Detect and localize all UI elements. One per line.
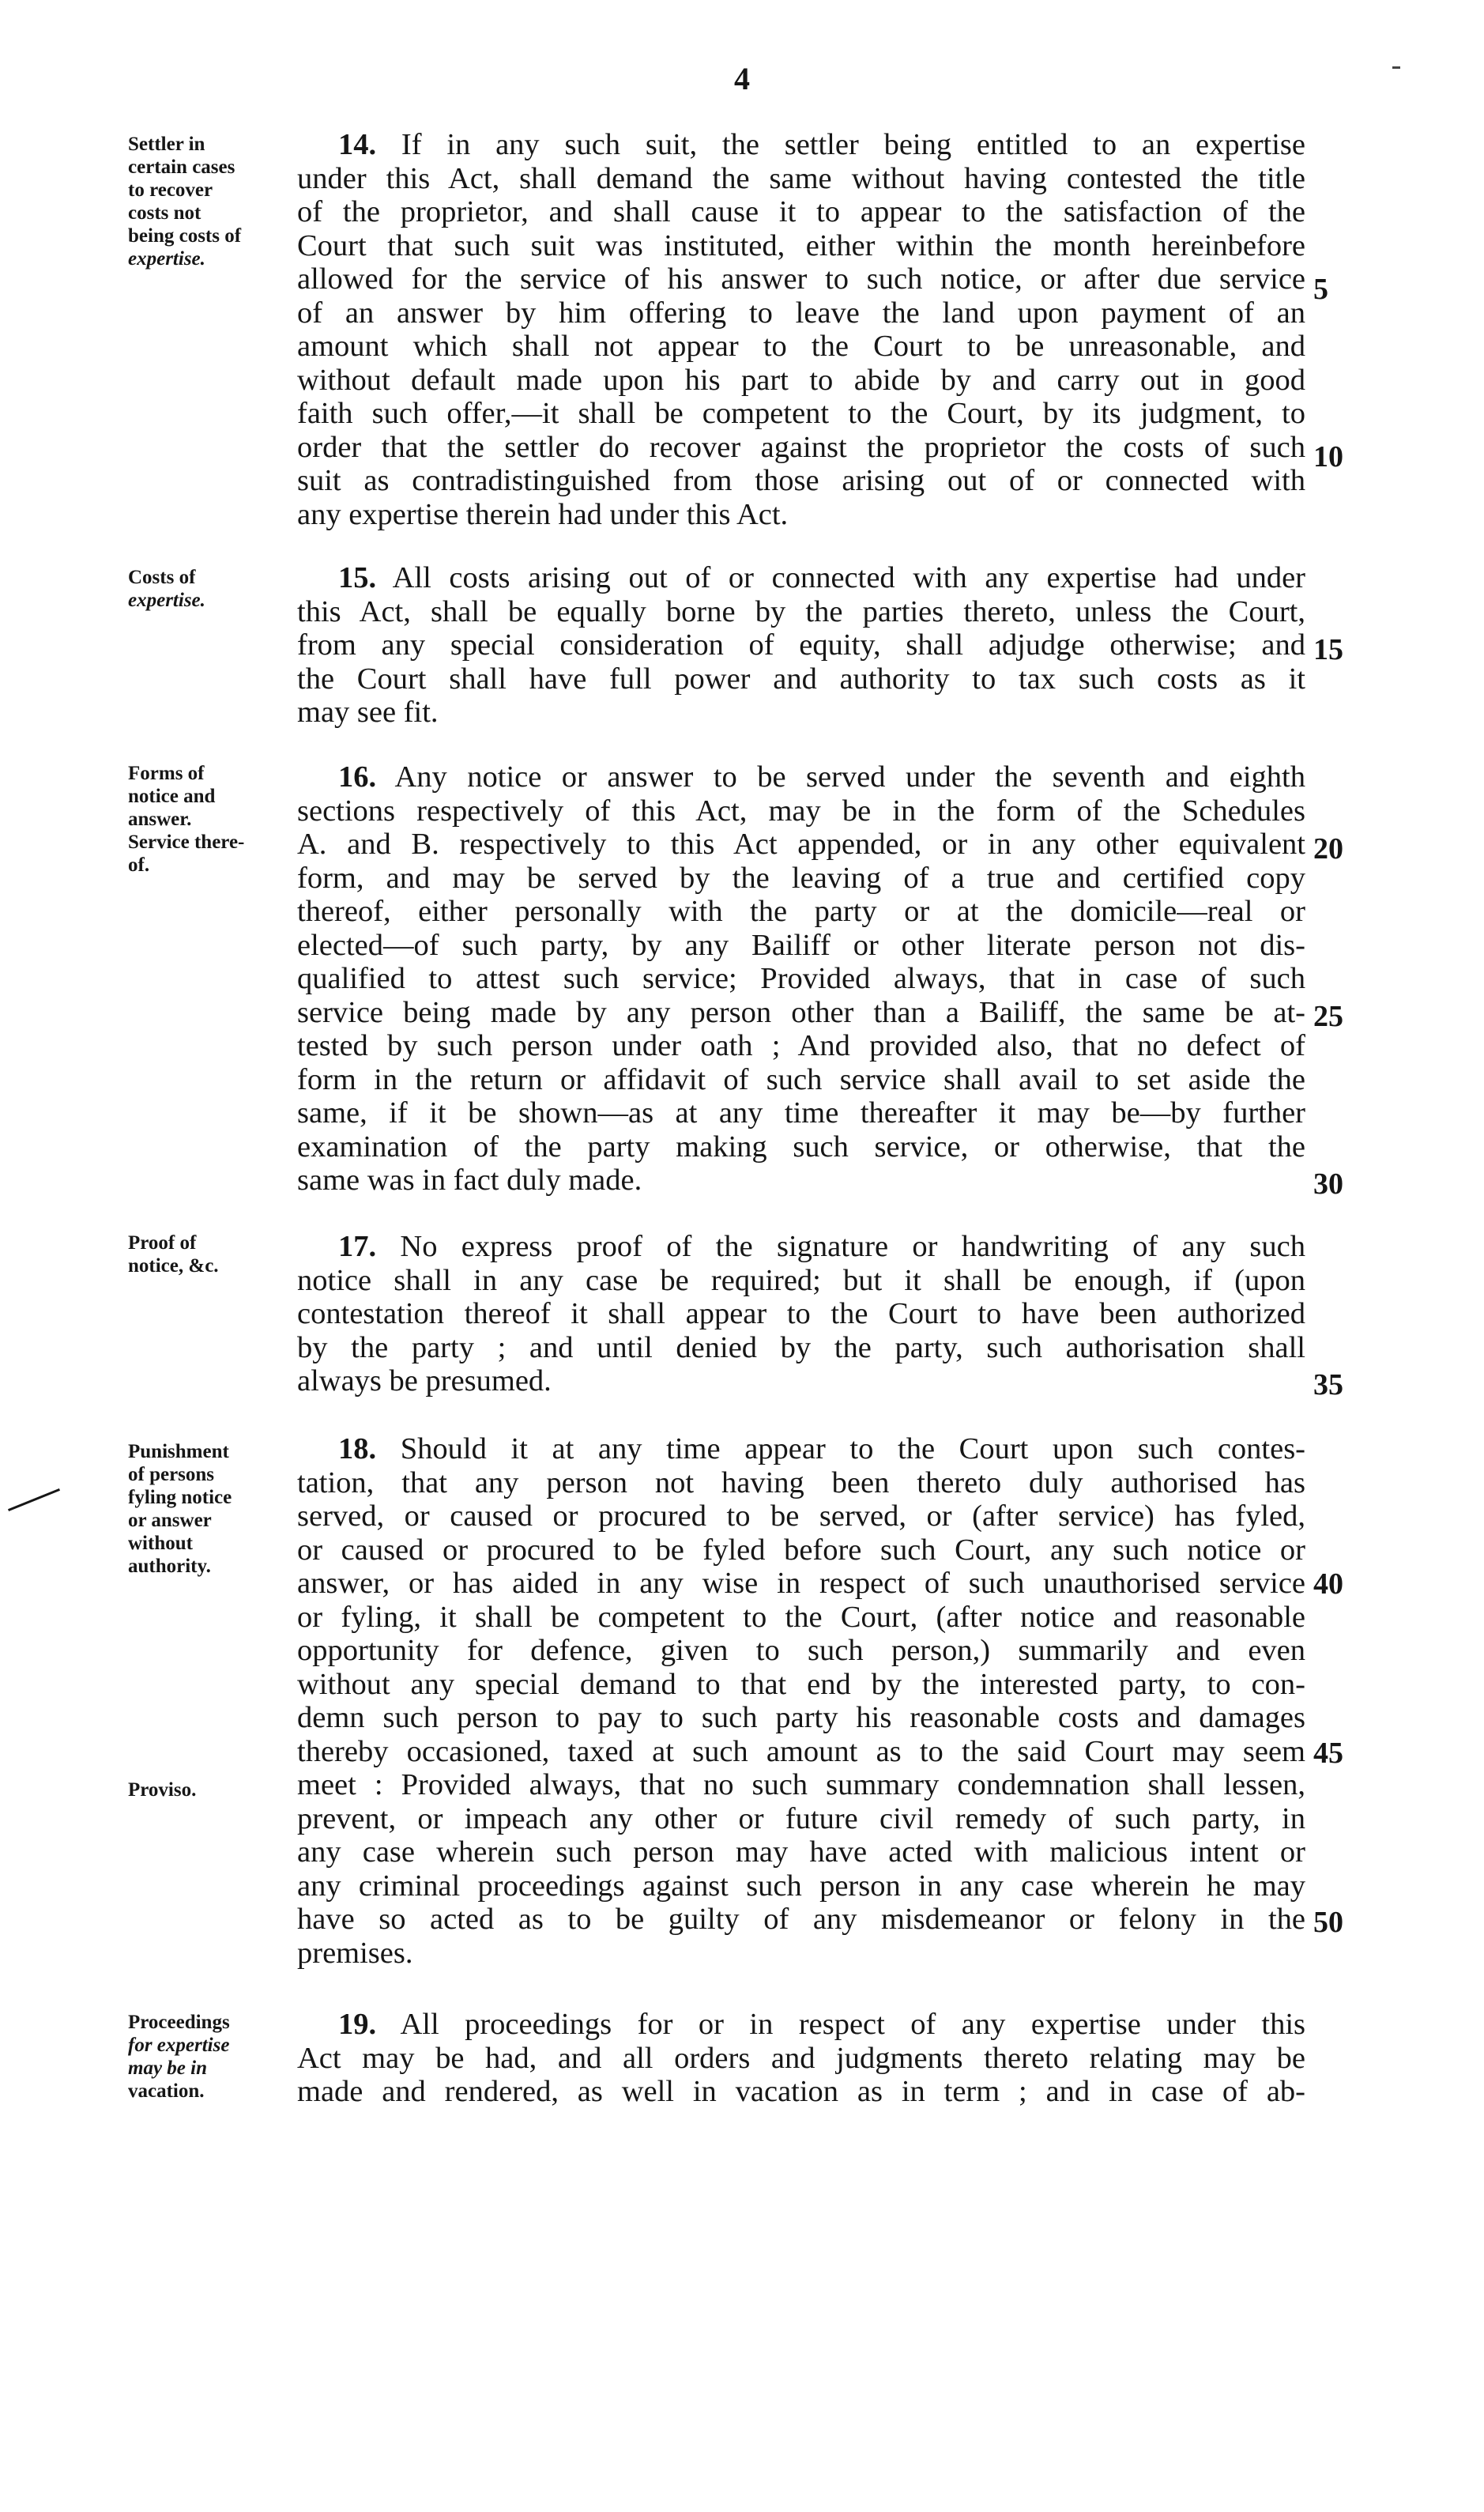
section-number: 14.	[338, 128, 377, 161]
margin-note-line: of.	[128, 854, 150, 876]
margin-note-line: may be in	[128, 2058, 207, 2079]
margin-note-line: authority.	[128, 1556, 211, 1577]
margin-note-line: vacation.	[128, 2080, 205, 2102]
section-line: A. and B. respectively to this Act appended, or in any other equivalent	[297, 828, 1305, 861]
section-number: 19.	[338, 2008, 377, 2041]
section-18	[297, 1432, 1305, 1970]
margin-note-section-19	[128, 2011, 294, 2103]
margin-note-line: or answer	[128, 1510, 212, 1531]
page-number: 4	[734, 61, 750, 96]
section-line: same, if it be shown—as at any time thereafter it may be—by further	[297, 1096, 1305, 1130]
line-number: 45	[1313, 1737, 1343, 1770]
pen-stroke-mark	[8, 1488, 60, 1511]
section-line: have so acted as to be guilty of any misdemeanor or felony in the	[297, 1903, 1305, 1936]
section-line: suit as contradistinguished from those arising out of or connected with	[297, 464, 1305, 497]
margin-note-proviso: Proviso.	[128, 1779, 197, 1801]
section-line: Act may be had, and all orders and judgments thereto relating may be	[297, 2041, 1305, 2075]
section-line: 19. All proceedings for or in respect of any expertise under this	[338, 2008, 1305, 2041]
margin-note-line: costs not	[128, 202, 202, 224]
section-line: Court that such suit was instituted, either within the month hereinbefore	[297, 228, 1305, 262]
section-line: under this Act, shall demand the same without having contested the title	[297, 161, 1305, 195]
margin-note-line: Punishment	[128, 1441, 229, 1462]
line-number: 40	[1313, 1567, 1343, 1601]
section-15	[297, 561, 1305, 730]
margin-note-line: Service there-	[128, 832, 245, 853]
section-line: 17. No express proof of the signature or handwriting of any such	[338, 1230, 1305, 1263]
section-line: 14. If in any such suit, the settler being entitled to an expertise	[338, 128, 1305, 161]
section-line: allowed for the service of his answer to such notice, or after due service	[297, 262, 1305, 296]
section-line: always be presumed.	[297, 1364, 552, 1397]
margin-note-line: certain cases	[128, 157, 235, 178]
line-number: 10	[1313, 440, 1343, 473]
printer-mark	[1392, 66, 1400, 69]
section-line: any case wherein such person may have acted with malicious intent or	[297, 1835, 1305, 1869]
margin-note-section-17	[128, 1231, 294, 1277]
line-number: 30	[1313, 1167, 1343, 1201]
margin-note-line: answer.	[128, 809, 192, 830]
section-line: by the party ; and until denied by the party, such authorisation shall	[297, 1330, 1305, 1364]
margin-note-section-15	[128, 566, 294, 612]
margin-note-section-18	[128, 1440, 294, 1578]
line-number: 15	[1313, 633, 1343, 666]
margin-note-line: without	[128, 1533, 193, 1554]
margin-note-line: Forms of	[128, 763, 205, 784]
section-line: thereby occasioned, taxed at such amount as to the said Court may seem	[297, 1734, 1305, 1768]
margin-note-line: notice and	[128, 786, 216, 807]
section-line: amount which shall not appear to the Court to be unreasonable, and	[297, 330, 1305, 363]
section-line: or caused or procured to be fyled before such Court, any such notice or	[297, 1533, 1305, 1567]
section-line: any criminal proceedings against such person in any case wherein he may	[297, 1869, 1305, 1903]
section-line: faith such offer,—it shall be competent to the Court, by its judgment, to	[297, 397, 1305, 430]
margin-note-section-14	[128, 133, 294, 270]
section-14	[297, 128, 1305, 531]
section-line: served, or caused or procured to be served, or (after service) has fyled,	[297, 1499, 1305, 1533]
margin-note-line: expertise.	[128, 590, 205, 611]
section-line: without default made upon his part to abide by and carry out in good	[297, 363, 1305, 397]
line-number: 25	[1313, 1000, 1343, 1033]
margin-note-line: notice, &c.	[128, 1255, 219, 1277]
section-line: this Act, shall be equally borne by the parties thereto, unless the Court,	[297, 594, 1305, 628]
section-number: 18.	[338, 1432, 377, 1465]
section-line: same was in fact duly made.	[297, 1164, 642, 1197]
section-number: 17.	[338, 1230, 377, 1263]
section-line: examination of the party making such service, or otherwise, that the	[297, 1130, 1305, 1164]
section-line: tation, that any person not having been thereto duly authorised has	[297, 1465, 1305, 1499]
section-line: meet : Provided always, that no such summary condemnation shall lessen,	[297, 1768, 1305, 1801]
line-number: 35	[1313, 1368, 1343, 1401]
section-line: premises.	[297, 1936, 413, 1970]
section-line: the Court shall have full power and authority to tax such costs as it	[297, 662, 1305, 696]
section-line: of the proprietor, and shall cause it to appear to the satisfaction of the	[297, 195, 1305, 228]
margin-note-line: for expertise	[128, 2035, 230, 2056]
section-line: 18. Should it at any time appear to the Court upon such contes-	[338, 1432, 1305, 1465]
section-line: tested by such person under oath ; And provided also, that no defect of	[297, 1029, 1305, 1062]
section-number: 16.	[338, 760, 377, 794]
section-line: prevent, or impeach any other or future civil remedy of such party, in	[297, 1801, 1305, 1835]
line-number: 20	[1313, 832, 1343, 866]
section-line: qualified to attest such service; Provided always, that in case of such	[297, 962, 1305, 995]
margin-note-line: Costs of	[128, 567, 196, 588]
section-line: form, and may be served by the leaving of a true and certified copy	[297, 861, 1305, 895]
section-line: elected—of such party, by any Bailiff or other literate person not dis-	[297, 928, 1305, 962]
margin-note-line: expertise.	[128, 248, 205, 270]
section-line: of an answer by him offering to leave the land upon payment of an	[297, 296, 1305, 330]
margin-note-line: fyling notice	[128, 1487, 232, 1508]
section-line: order that the settler do recover against the proprietor the costs of such	[297, 430, 1305, 464]
section-line: demn such person to pay to such party his reasonable costs and damages	[297, 1701, 1305, 1734]
section-line: sections respectively of this Act, may be in the form of the Schedules	[297, 794, 1305, 828]
section-line: answer, or has aided in any wise in respect of such unauthorised service	[297, 1567, 1305, 1600]
section-line: contestation thereof it shall appear to the Court to have been authorized	[297, 1297, 1305, 1330]
section-line: opportunity for defence, given to such person,) summarily and even	[297, 1634, 1305, 1667]
margin-note-line: of persons	[128, 1464, 215, 1485]
margin-note-section-16	[128, 762, 294, 877]
section-19	[297, 2008, 1305, 2109]
section-line: service being made by any person other than a Bailiff, the same be at-	[297, 995, 1305, 1029]
section-line: 16. Any notice or answer to be served under the seventh and eighth	[338, 760, 1305, 794]
line-number: 5	[1313, 273, 1328, 306]
section-line: or fyling, it shall be competent to the Court, (after notice and reasonable	[297, 1600, 1305, 1634]
margin-note-line: to recover	[128, 179, 213, 201]
section-number: 15.	[338, 561, 377, 594]
section-17	[297, 1230, 1305, 1398]
section-line: form in the return or affidavit of such service shall avail to set aside the	[297, 1062, 1305, 1096]
margin-note-line: Proceedings	[128, 2012, 230, 2033]
line-number: 50	[1313, 1906, 1343, 1939]
section-line: without any special demand to that end by the interested party, to con-	[297, 1667, 1305, 1701]
section-line: thereof, either personally with the party or at the domicile—real or	[297, 895, 1305, 928]
section-16	[297, 760, 1305, 1198]
section-line: may see fit.	[297, 696, 439, 729]
margin-note-line: being costs of	[128, 225, 242, 247]
section-line: notice shall in any case be required; but it shall be enough, if (upon	[297, 1263, 1305, 1297]
section-line: 15. All costs arising out of or connected with any expertise had under	[338, 561, 1305, 594]
margin-note-line: Proof of	[128, 1232, 197, 1254]
section-line: made and rendered, as well in vacation as in term ; and in case of ab-	[297, 2075, 1305, 2108]
section-line: from any special consideration of equity, shall adjudge otherwise; and	[297, 628, 1305, 662]
margin-note-line: Settler in	[128, 134, 205, 155]
section-line: any expertise therein had under this Act.	[297, 497, 789, 531]
